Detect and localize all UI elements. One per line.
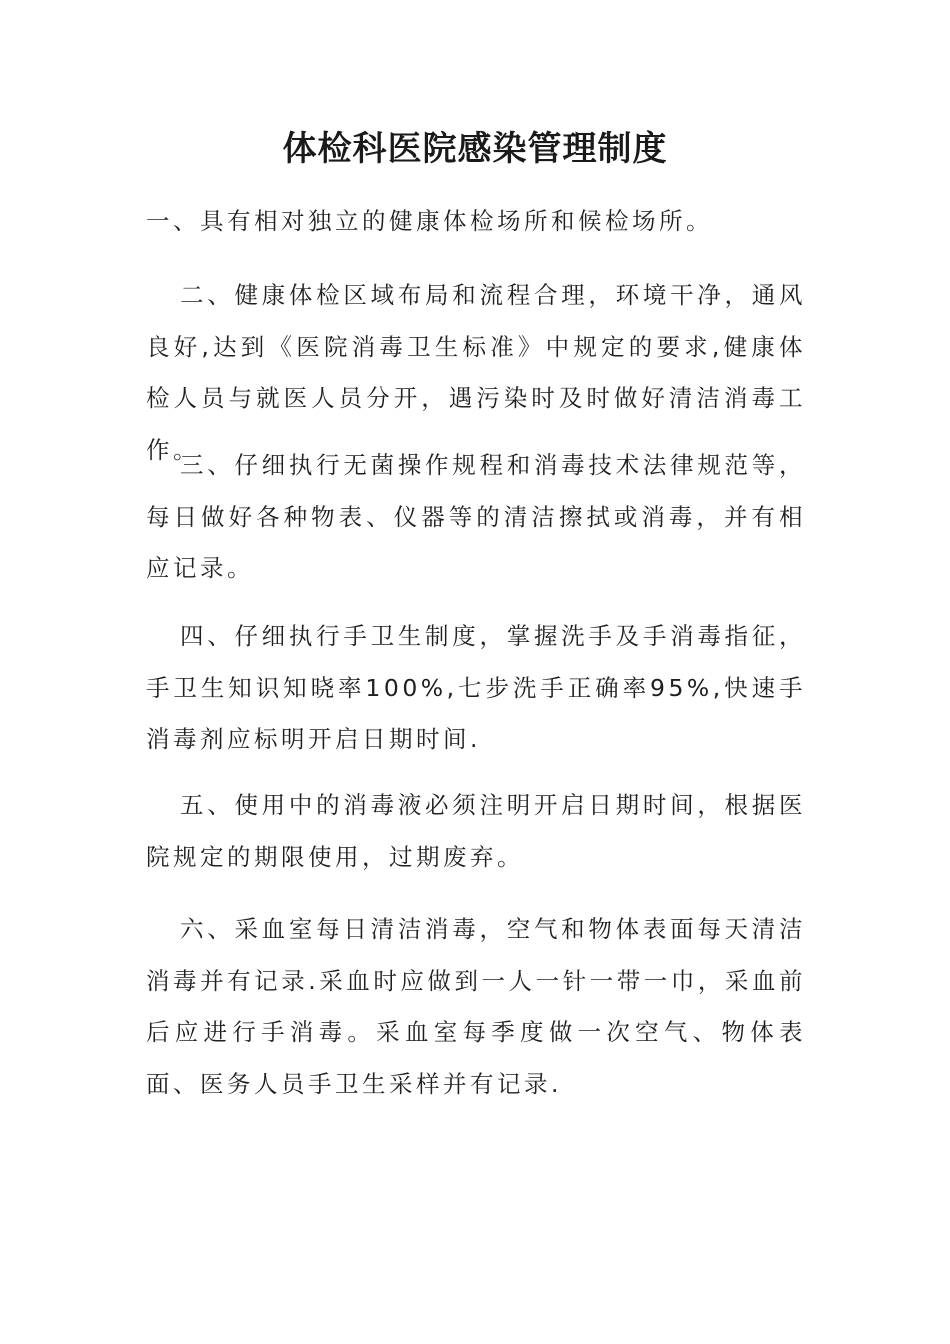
paragraph-1: 一、具有相对独立的健康体检场所和候检场所。 xyxy=(146,207,713,235)
paragraph-5: 五、使用中的消毒液必须注明开启日期时间，根据医院规定的期限使用，过期废弃。 xyxy=(146,791,806,871)
paragraph-4: 四、仔细执行手卫生制度，掌握洗手及手消毒指征，手卫生知识知晓率100%,七步洗手正确率95%,快速手消毒剂应标明开启日期时间. xyxy=(146,622,806,754)
paragraph-2: 二、健康体检区域布局和流程合理，环境干净，通风良好,达到《医院消毒卫生标准》中规定的要求,健康体检人员与就医人员分开，遇污染时及时做好清洁消毒工作。 xyxy=(146,281,806,465)
paragraph-6: 六、采血室每日清洁消毒，空气和物体表面每天清洁消毒并有记录.采血时应做到一人一针一带一巾，采血前后应进行手消毒。采血室每季度做一次空气、物体表面、医务人员手卫生采样并有记录. xyxy=(146,915,806,1099)
paragraph-3: 三、仔细执行无菌操作规程和消毒技术法律规范等，每日做好各种物表、仪器等的清洁擦拭或消毒，并有相应记录。 xyxy=(146,451,806,583)
document-title: 体检科医院感染管理制度 xyxy=(282,129,668,169)
